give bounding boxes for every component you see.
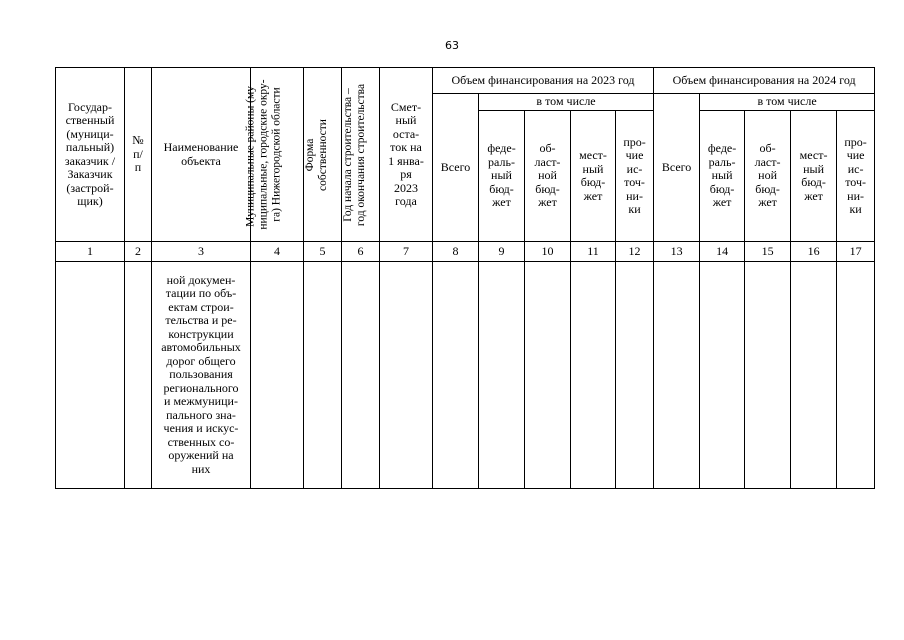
header-ownership-form: Форма собственности: [304, 68, 342, 242]
cell-customer: [56, 262, 125, 489]
cell-other-2023: [616, 262, 654, 489]
cell-total-2024: [654, 262, 700, 489]
header-total-2023: Всего: [433, 94, 479, 242]
column-number-4: 4: [251, 242, 304, 262]
header-customer: Государ- ственный (муници- пальный) заказчик / Заказчик (застрой- щик): [56, 68, 125, 242]
cell-object-name: ной докумен- тации по объ- ектам строи- тельства и ре- конструкции автомобильных дорог общего пользования регионального и межмуници- пального зна- чения и искус- ственных со- оружений на них: [152, 262, 251, 489]
cell-regional-2024: [745, 262, 791, 489]
column-number-11: 11: [571, 242, 616, 262]
column-number-row: [56, 242, 875, 262]
cell-estimated-balance: [380, 262, 433, 489]
header-other-2024: про- чие ис- точ- ни- ки: [837, 111, 875, 242]
header-including-2023: в том числе: [479, 94, 654, 111]
table-row: [56, 262, 875, 489]
cell-federal-2024: [700, 262, 745, 489]
header-number: № п/ п: [125, 68, 152, 242]
header-municipal-districts: Муниципальные районы (му- ниципальные, городские окру- га) Нижегородской области: [251, 68, 304, 242]
financing-table: [55, 67, 875, 489]
column-number-17: 17: [837, 242, 875, 262]
header-regional-2024: об- ласт- ной бюд- жет: [745, 111, 791, 242]
cell-construction-years: [342, 262, 380, 489]
cell-ownership-form: [304, 262, 342, 489]
column-number-15: 15: [745, 242, 791, 262]
cell-federal-2023: [479, 262, 525, 489]
column-number-6: 6: [342, 242, 380, 262]
header-estimated-balance: Смет- ный оста- ток на 1 янва- ря 2023 года: [380, 68, 433, 242]
header-including-2024: в том числе: [700, 94, 875, 111]
column-number-9: 9: [479, 242, 525, 262]
cell-local-2023: [571, 262, 616, 489]
header-object-name: Наименование объекта: [152, 68, 251, 242]
cell-other-2024: [837, 262, 875, 489]
header-federal-2023: феде- раль- ный бюд- жет: [479, 111, 525, 242]
column-number-5: 5: [304, 242, 342, 262]
header-row-1: [56, 68, 875, 94]
header-local-2024: мест- ный бюд- жет: [791, 111, 837, 242]
header-financing-2023: Объем финансирования на 2023 год: [433, 68, 654, 94]
header-total-2024: Всего: [654, 94, 700, 242]
header-local-2023: мест- ный бюд- жет: [571, 111, 616, 242]
column-number-14: 14: [700, 242, 745, 262]
header-regional-2023: об- ласт- ной бюд- жет: [525, 111, 571, 242]
header-financing-2024: Объем финансирования на 2024 год: [654, 68, 875, 94]
header-construction-years: Год начала строительства – год окончания строительства: [342, 68, 380, 242]
page-number: 63: [445, 39, 459, 52]
cell-number: [125, 262, 152, 489]
header-federal-2024: феде- раль- ный бюд- жет: [700, 111, 745, 242]
column-number-13: 13: [654, 242, 700, 262]
cell-total-2023: [433, 262, 479, 489]
column-number-7: 7: [380, 242, 433, 262]
column-number-2: 2: [125, 242, 152, 262]
column-number-16: 16: [791, 242, 837, 262]
column-number-3: 3: [152, 242, 251, 262]
column-number-8: 8: [433, 242, 479, 262]
cell-municipal-districts: [251, 262, 304, 489]
header-other-2023: про- чие ис- точ- ни- ки: [616, 111, 654, 242]
column-number-12: 12: [616, 242, 654, 262]
cell-regional-2023: [525, 262, 571, 489]
cell-local-2024: [791, 262, 837, 489]
column-number-1: 1: [56, 242, 125, 262]
column-number-10: 10: [525, 242, 571, 262]
